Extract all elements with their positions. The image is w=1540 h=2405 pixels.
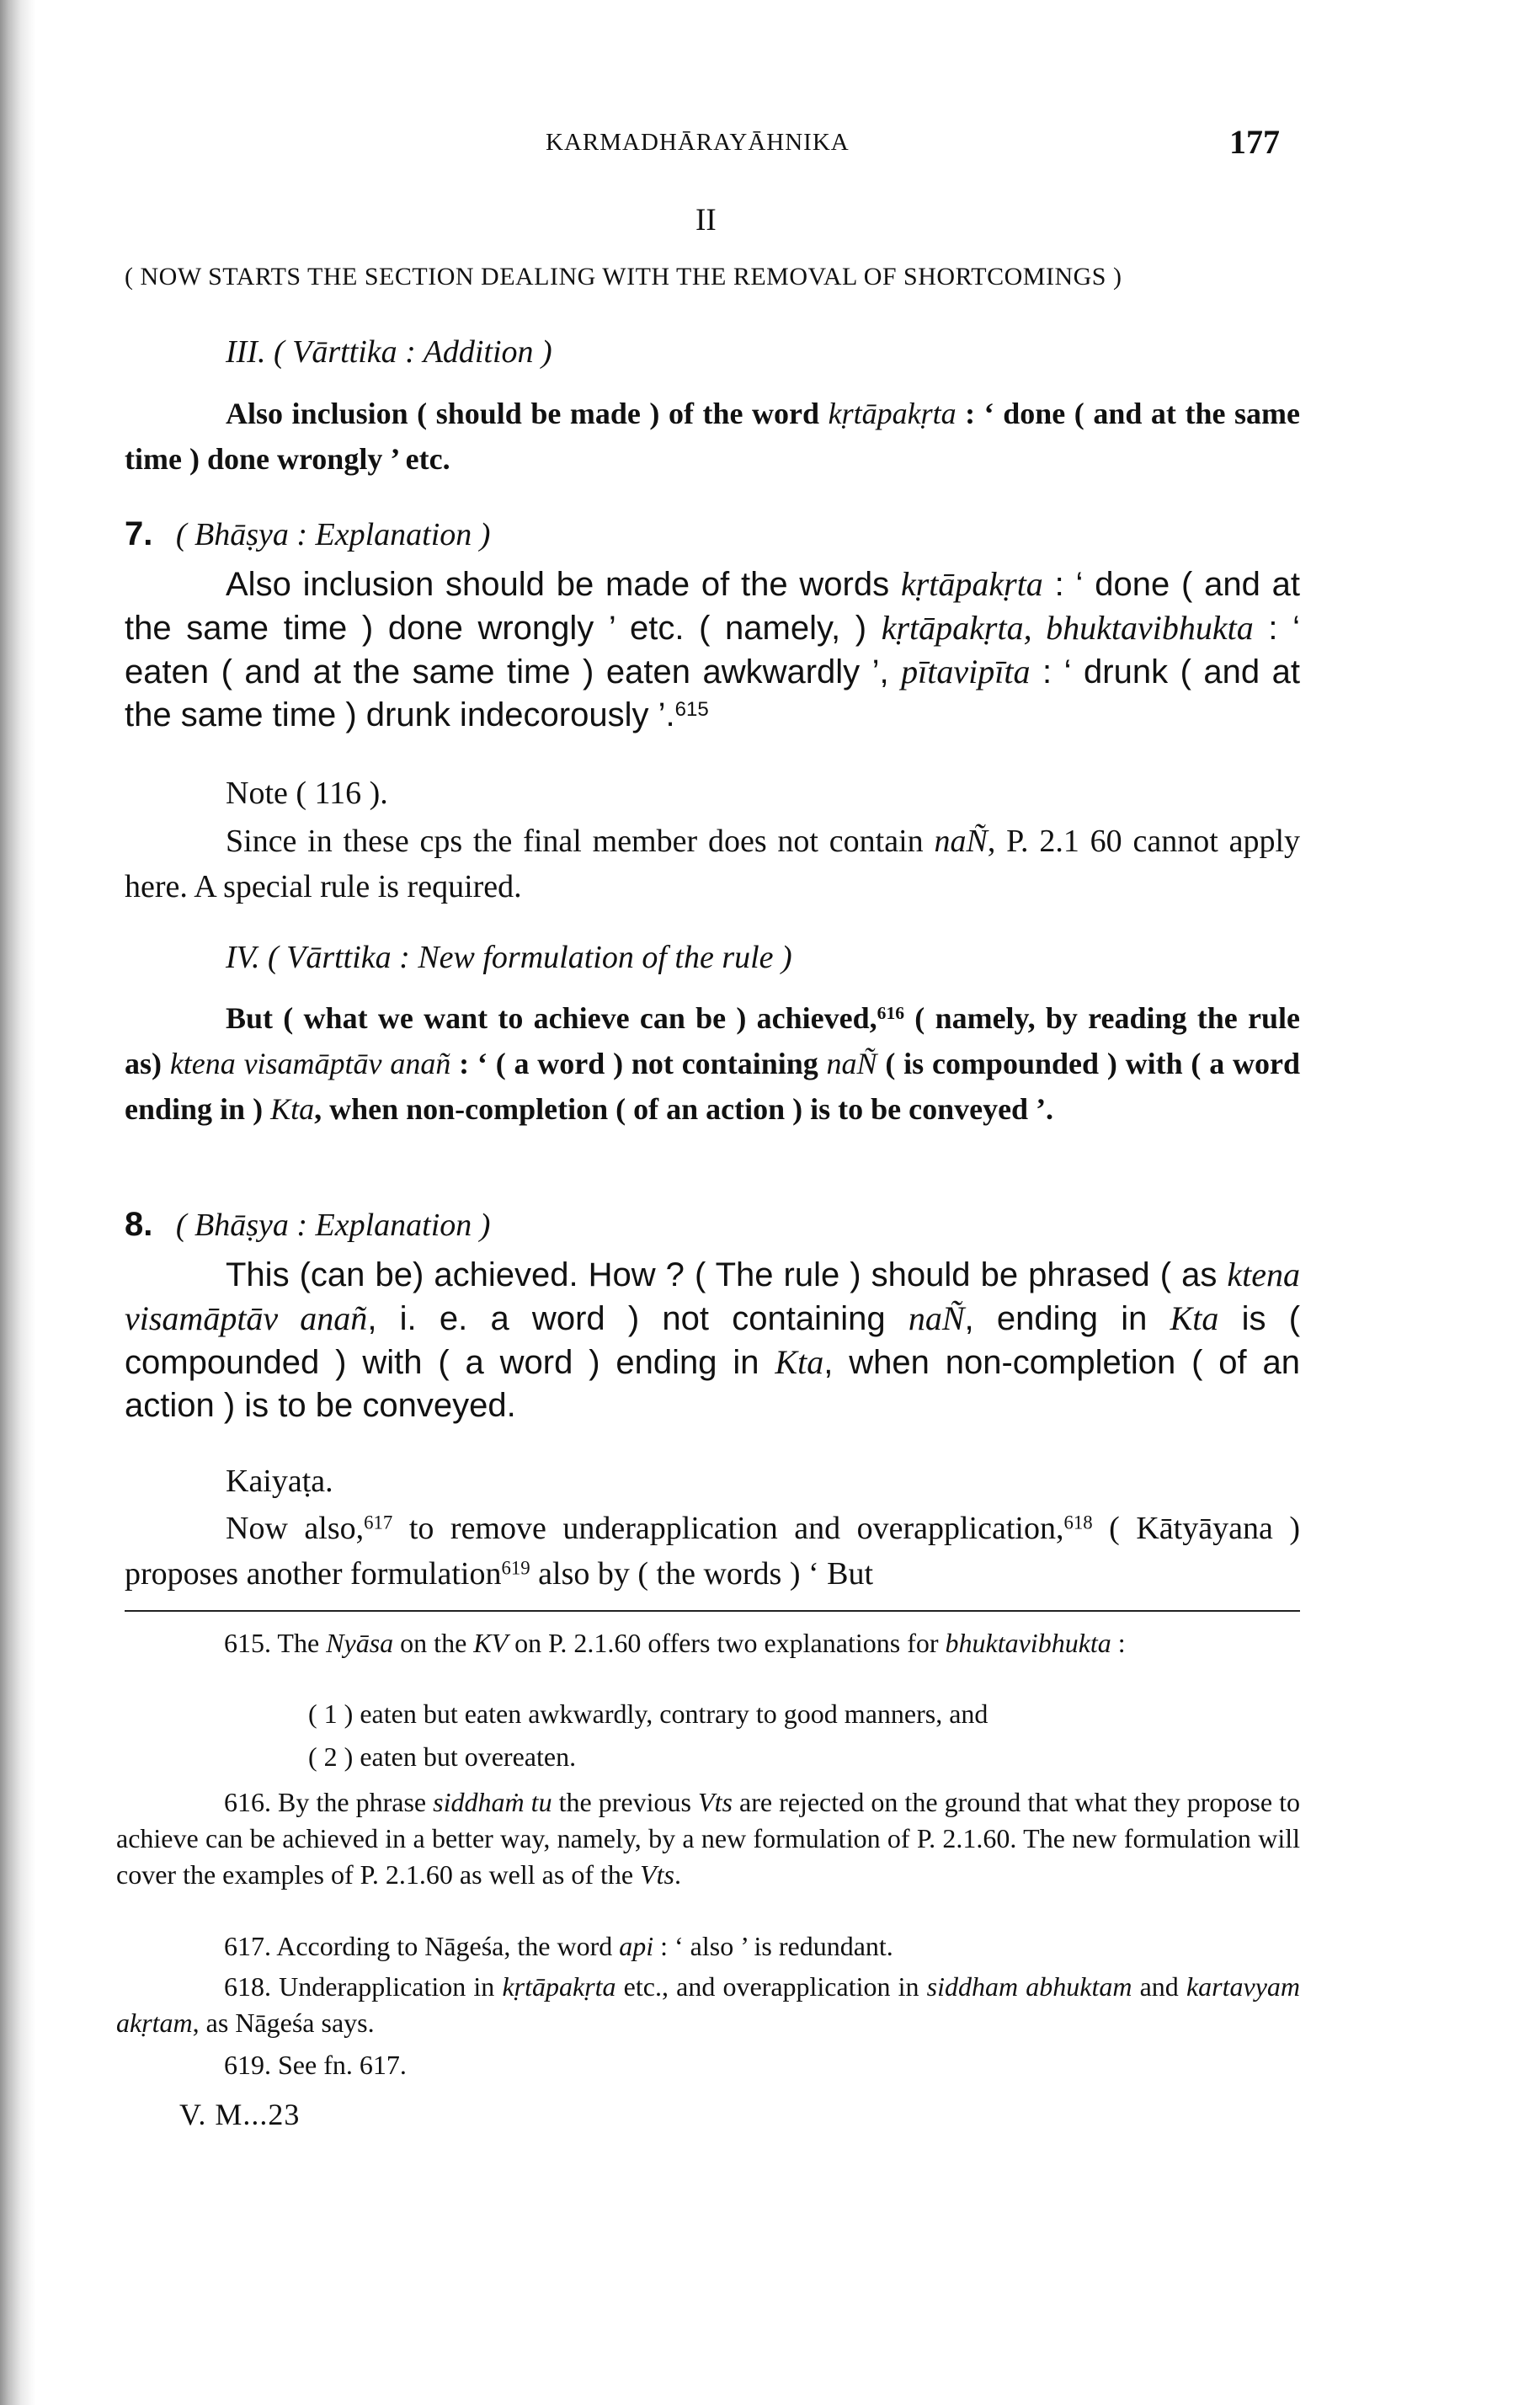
note-116-heading: Note ( 116 ). [226, 776, 388, 811]
bhasya-7-heading [125, 515, 490, 553]
bhasya-8-heading [125, 1206, 490, 1244]
varttika-3-label: ( Vārttika : Addition ) [273, 334, 552, 370]
footnote-ref-617: 617 [364, 1512, 393, 1533]
footnote-ref-618: 618 [1063, 1512, 1093, 1533]
footnote-ref-616: 616 [877, 1003, 905, 1024]
footnote-616: 616. By the phrase siddhaṁ tu the previous Vts are rejected on the ground that what they propose to achieve can be achieved in a better way, namely, by a new formulation of P. 2.1.60. The new formulation will cover the examples of P. 2.1.60 as well as of the Vts. [116, 1787, 1301, 1890]
kaiyata-text: Now also,$^{617}$ to remove underapplication and overapplication,$^{618}$ ( Kātyāyana ) proposes another formulation$^{619}$ also by ( the words ) ‘ But [125, 1511, 1300, 1592]
footnote-615: 615. The Nyāsa on the KV on P. 2.1.60 offers two explanations for bhuktavibhukta : [224, 1628, 1126, 1658]
varttika-3-numeral: III. [226, 334, 266, 370]
term-krtapakrta: kṛtāpakṛta [828, 397, 957, 430]
footnote-ref-619: 619 [501, 1557, 530, 1579]
section-title: ( NOW STARTS THE SECTION DEALING WITH THE REMOVAL OF SHORTCOMINGS ) [125, 263, 1122, 291]
footnote-619: 619. See fn. 617. [224, 2050, 407, 2080]
footnote-615-item-1: ( 1 ) eaten but eaten awkwardly, contrary to good manners, and [308, 1698, 988, 1729]
bhasya-8-label: ( Bhāṣya : Explanation ) [175, 1208, 491, 1243]
section-number: II [695, 203, 717, 237]
kaiyata-heading: Kaiyaṭa. [226, 1464, 333, 1499]
footnote-617: 617. According to Nāgeśa, the word api : ‘ also ’ is redundant. [224, 1931, 893, 1961]
signature-mark: V. M...23 [179, 2098, 301, 2131]
binding-shadow [0, 0, 35, 2405]
varttika-3-text: Also inclusion ( should be made ) of the word kṛtāpakṛta : ‘ done ( and at the same time ) done wrongly ’ etc. [125, 397, 1300, 476]
varttika-4-heading [226, 939, 792, 976]
bhasya-7-text: Also inclusion should be made of the words kṛtāpakṛta : ‘ done ( and at the same time ) done wrongly ’ etc. ( namely, ) kṛtāpakṛta, bhuktavibhukta : ‘ eaten ( and at the same time ) eaten awkwardly ’, pītavipīta : ‘ drunk ( and at the same time ) drunk indecorously ’.$^{615}$ [125, 565, 1300, 733]
note-116-text: Since in these cps the final member does not contain naÑ, P. 2.1 60 cannot apply here. A special rule is required. [125, 824, 1301, 904]
page-number: 177 [1229, 123, 1280, 161]
bhasya-8-text: This (can be) achieved. How ? ( The rule ) should be phrased ( as ktena visamāptāv anañ, i. e. a word ) not containing naÑ, ending in Kta is ( compounded ) with ( a word ) ending in Kta, when non-completion ( of an action ) is to be conveyed. [125, 1256, 1301, 1424]
footnote-divider [125, 1610, 1300, 1612]
running-header: KARMADHĀRAYĀHNIKA [546, 129, 850, 156]
bhasya-7-number: 7. [125, 515, 153, 552]
bhasya-7-label: ( Bhāṣya : Explanation ) [175, 517, 491, 552]
varttika-4-numeral: IV. [226, 940, 260, 975]
varttika-4-label: ( Vārttika : New formulation of the rule ) [267, 940, 792, 975]
footnote-618: 618. Underapplication in kṛtāpakṛta etc., and overapplication in siddham abhuktam and kartavyam akṛtam, as Nāgeśa says. [116, 1971, 1301, 2038]
footnote-615-item-2: ( 2 ) eaten but overeaten. [308, 1741, 577, 1772]
varttika-3-heading [226, 333, 552, 371]
footnote-ref-615: 615 [674, 698, 709, 721]
varttika-4-text: But ( what we want to achieve can be ) achieved,$^{616}$ ( namely, by reading the rule as) ktena visamāptāv anañ : ‘ ( a word ) not containing naÑ ( is compounded ) with ( a word ending in ) Kta, when non-completion ( of an action ) is to be conveyed ’. [125, 1001, 1300, 1126]
bhasya-8-number: 8. [125, 1206, 153, 1243]
